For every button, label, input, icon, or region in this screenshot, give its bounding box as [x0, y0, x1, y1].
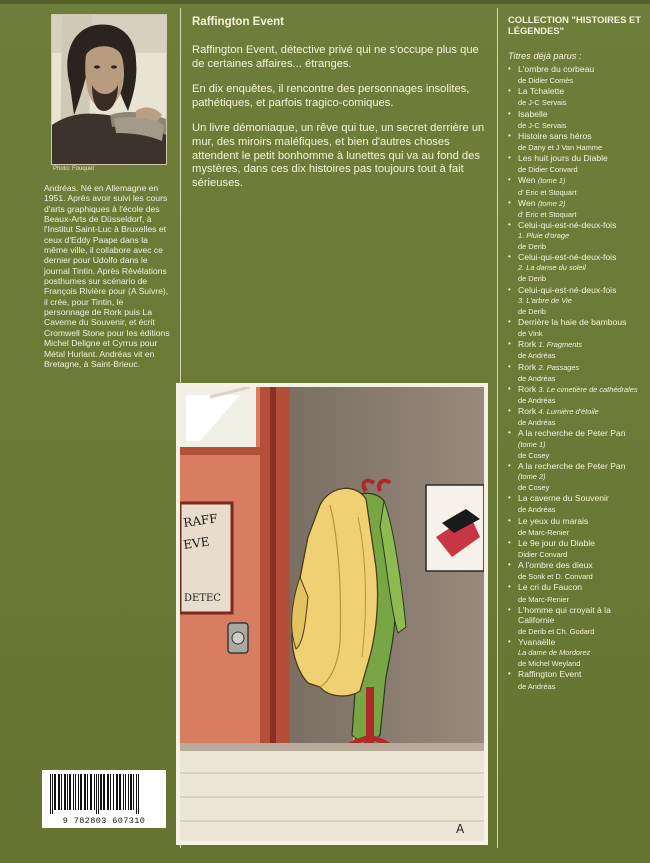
collection-title-item	[508, 220, 644, 252]
bullet-icon: •	[508, 130, 511, 140]
book-title: Wen	[518, 197, 536, 208]
collection-title-item	[508, 362, 644, 384]
bullet-icon: •	[508, 284, 511, 294]
book-author: de Andréas	[518, 505, 556, 515]
book-volume: (tome 1)	[518, 439, 546, 449]
book-title: Le cri du Faucon	[518, 582, 583, 593]
collection-title-item	[508, 109, 644, 131]
collection-title-item	[508, 428, 644, 460]
bullet-icon: •	[508, 175, 511, 185]
collection-title-item	[508, 669, 644, 691]
book-subtitle: 3. L'arbre de Vie	[518, 295, 572, 305]
collection-title-item	[508, 198, 644, 220]
book-title: Le 9e jour du Diable	[518, 537, 595, 548]
book-subtitle: 1. Pluie d'orage	[518, 231, 570, 241]
author-photo	[51, 14, 167, 165]
svg-text:RAFF: RAFF	[182, 511, 219, 530]
collection-title-item	[508, 64, 644, 86]
bullet-icon: •	[508, 515, 511, 525]
bullet-icon: •	[508, 86, 511, 96]
book-title: Celui-qui-est-né-deux-fois	[518, 284, 617, 295]
collection-title-item	[508, 461, 644, 493]
collection-title-item	[508, 317, 644, 339]
book-title: Rork	[518, 406, 537, 417]
book-title: Les huit jours du Diable	[518, 153, 608, 164]
collection-title-item	[508, 406, 644, 428]
bullet-icon: •	[508, 361, 511, 371]
book-title: Isabelle	[518, 108, 548, 119]
barcode-bars	[48, 774, 160, 814]
photo-credit: Photo: Fouquet	[53, 166, 95, 172]
book-title: A la recherche de Peter Pan	[518, 428, 626, 439]
collection-title-item	[508, 339, 644, 361]
collection-title-list	[508, 64, 644, 692]
barcode	[42, 770, 166, 828]
book-author: de Didier Convard	[518, 165, 578, 175]
collection-title-item	[508, 153, 644, 175]
book-author: de Didier Comès	[518, 76, 574, 86]
book-author: de Derib	[518, 306, 546, 316]
author-bio-text: Andréas. Né en Allemagne en 1951. Après avoir suivi les cours d'arts graphiques à l'école des Beaux-Arts de Düsseldorf, à l'Institut Saint-Luc à Bruxelles et ceux d'Eddy Paape dans la même ville, il collabore avec ce dernier pour Udolfo dans le journal Tintin. Après Révélations posthumes sur scénario de François Rivière pour (A Suivre), il crée, pour Tintin, le personnage de Rork puis La Caverne du Souvenir, et écrit Cromwell Stone pour les éditions Michel Deligne et Cyrrus pour Métal Hurlant. Andréas vit en Bretagne, à Saint-Brieuc.	[44, 183, 170, 369]
book-author: de Andréas	[518, 395, 556, 405]
book-title: Histoire sans héros	[518, 130, 592, 141]
book-author: de Derib et Ch. Godard	[518, 626, 595, 636]
bullet-icon: •	[508, 197, 511, 207]
collection-title-item	[508, 493, 644, 515]
svg-text:EVE: EVE	[182, 534, 211, 552]
bullet-icon: •	[508, 64, 511, 73]
book-author: de Vink	[518, 329, 543, 339]
book-title: Derrière la haie de bambous	[518, 316, 627, 327]
book-title: Rork	[518, 361, 537, 372]
book-author: de Michel Weyland	[518, 659, 581, 669]
barcode-number: 9 782803 607310	[62, 816, 146, 826]
bullet-icon: •	[508, 153, 511, 163]
collection-title-item	[508, 560, 644, 582]
book-title: Rork	[518, 339, 537, 350]
book-author: de Dany et J Van Hamme	[518, 142, 603, 152]
collection-title-item	[508, 605, 644, 637]
collection-title-item	[508, 582, 644, 604]
bullet-icon: •	[508, 220, 511, 230]
book-title: Rork	[518, 383, 537, 394]
collection-title-item	[508, 384, 644, 406]
book-author: de Cosey	[518, 483, 550, 493]
book-author: de Sonk et D. Convard	[518, 572, 593, 582]
book-volume: 1. Fragments	[538, 340, 583, 350]
bullet-icon: •	[508, 560, 511, 570]
bullet-icon: •	[508, 252, 511, 262]
book-title: A l'ombre des dieux	[518, 560, 593, 571]
blurb-paragraph: En dix enquêtes, il rencontre des personnages insolites, pathétiques, et parfois tragico-comiques.	[192, 83, 470, 109]
bullet-icon: •	[508, 669, 511, 679]
book-author: de Derib	[518, 274, 546, 284]
book-title: Yvanaëlle	[518, 637, 556, 648]
book-volume: (tome 2)	[537, 198, 566, 208]
blurb-paragraph: Un livre démoniaque, un rêve qui tue, un secret derrière un mur, des miroirs maléfiques, et bien d'autres choses attendent le petit bonhomme à lunettes qui va au fond des mystères, dans ces dix histoires pas toujours tout à fait sérieuses.	[192, 122, 485, 189]
book-title: L'ombre du corbeau	[518, 64, 595, 74]
book-title: Wen	[518, 175, 536, 186]
cover-illustration	[176, 383, 488, 845]
bullet-icon: •	[508, 339, 511, 349]
bullet-icon: •	[508, 406, 511, 416]
book-title: La caverne du Souvenir	[518, 493, 609, 504]
book-author: de Derib	[518, 242, 546, 252]
artist-signature: A	[456, 822, 465, 836]
collection-title-item	[508, 175, 644, 197]
book-author: Didier Convard	[518, 549, 568, 559]
book-author: d' Eric et Stoquart	[518, 209, 577, 219]
book-author: de Andréas	[518, 373, 556, 383]
blurb-paragraph: Raffington Event, détective privé qui ne s'occupe plus que de certaines affaires... étranges.	[192, 44, 479, 70]
series-title: Raffington Event	[192, 16, 284, 28]
right-column-rule	[497, 8, 498, 848]
book-author: de J-C Servais	[518, 120, 567, 130]
bullet-icon: •	[508, 604, 511, 614]
bullet-icon: •	[508, 537, 511, 547]
top-edge	[0, 0, 650, 4]
book-title: Le yeux du marais	[518, 515, 589, 526]
collection-title-item	[508, 637, 644, 669]
book-volume: (tome 2)	[518, 471, 546, 481]
book-title: L'homme qui croyait à la Californie	[518, 604, 611, 625]
bullet-icon: •	[508, 460, 511, 470]
bullet-icon: •	[508, 428, 511, 438]
book-author: de Andréas	[518, 351, 556, 361]
book-subtitle: La dame de Mordorez	[518, 648, 591, 658]
book-author: de Cosey	[518, 450, 550, 460]
collection-title-item	[508, 516, 644, 538]
book-author: de Andréas	[518, 681, 556, 691]
bullet-icon: •	[508, 108, 511, 118]
collection-subheading: Titres déjà parus :	[508, 51, 582, 61]
collection-title-item	[508, 86, 644, 108]
book-title: Celui-qui-est-né-deux-fois	[518, 220, 617, 231]
collection-title-item	[508, 252, 644, 284]
book-title: La Tchalette	[518, 86, 565, 97]
book-volume: 3. Le cimetière de cathédrales	[538, 384, 638, 394]
author-bio	[44, 183, 170, 369]
bullet-icon: •	[508, 582, 511, 592]
book-volume: 4. Lumière d'étoile	[538, 407, 599, 417]
bullet-icon: •	[508, 493, 511, 503]
book-subtitle: 2. La danse du soleil	[518, 263, 586, 273]
book-author: de Marc-Renier	[518, 527, 569, 537]
book-author: de J-C Servais	[518, 98, 567, 108]
bullet-icon: •	[508, 383, 511, 393]
book-volume: (tome 1)	[537, 176, 566, 186]
book-author: d' Eric et Stoquart	[518, 187, 577, 197]
book-title: A la recherche de Peter Pan	[518, 460, 626, 471]
bullet-icon: •	[508, 316, 511, 326]
collection-heading: COLLECTION "HISTOIRES ET LÉGENDES"	[508, 14, 641, 36]
book-title: Raffington Event	[518, 669, 582, 680]
blurb	[192, 44, 488, 202]
book-volume: 2. Passages	[538, 362, 580, 372]
bullet-icon: •	[508, 637, 511, 647]
collection-title-item	[508, 538, 644, 560]
book-author: de Andréas	[518, 418, 556, 428]
book-title: Celui-qui-est-né-deux-fois	[518, 252, 617, 263]
svg-text:DETEC: DETEC	[184, 593, 221, 604]
collection-title-item	[508, 285, 644, 317]
book-author: de Marc-Renier	[518, 594, 569, 604]
collection-title-item	[508, 131, 644, 153]
